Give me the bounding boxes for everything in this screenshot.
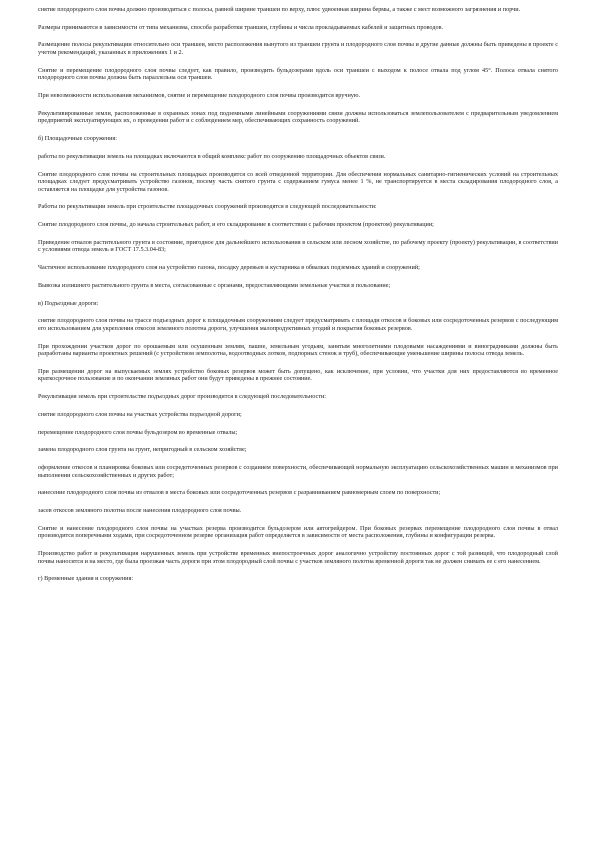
paragraph-dimensions: Размеры принимаются в зависимости от типа механизма, способа разработки траншеи, глубины и числа прокладываемых кабелей и защитных проводов. — [38, 23, 444, 31]
paragraph-site-works: работы по рекультивации земель на площадках включаются в общий комплекс работ по сооружению площадочных объектов связи. — [38, 152, 386, 160]
paragraph-road-step-application: нанесение плодородного слоя почвы из отвалов в места боковых или сосредоточенных резервов с разравниванием равномерным слоем по поверхности; — [38, 489, 441, 497]
paragraph-protected-zones: Рекультивированные земли, расположенные в охранных зонах под подземными линейными сооружениями связи должны использоваться землепользователем с предварительным уведомлением предприятий эксплуатирующих их, о проведении работ и с соблюдением мер, обеспечивающих сохранность сооружений. — [38, 109, 558, 125]
section-heading-access-roads: в) Подъездные дороги: — [38, 299, 99, 307]
paragraph-site-step-restoration: Приведение отвалов растительного грунта в состояние, пригодное для дальнейшего использования в сельском или лесном хозяйстве, по рабочему проекту (проекту) рекультивации, в соответствии с условиями отвода земель и ГОСТ 17.5.3.04-83; — [38, 238, 558, 254]
paragraph-manual-removal: При невозможности использования механизмов, снятие и перемещение плодородного слоя почвы производится вручную. — [38, 92, 361, 100]
paragraph-site-removal: Снятие плодородного слоя почвы на строительных площадках производится со всей отведенной территории. Для обеспечения нормальных санитарно-гигиенических условий на строительных площадках следует предусматривать устройство газонов, посему часть снятого грунта с содержанием гумуса менее 1 %, не транспортируется в места складирования плодородного слоя, а оставляется на площадке для устройства газонов. — [38, 170, 558, 193]
section-heading-site-structures: б) Площадочные сооружения: — [38, 135, 117, 143]
paragraph-site-step-export: Вывозка излишнего растительного грунта в места, согласованные с органами, предоставляющими земельные участки в пользование; — [38, 281, 391, 289]
paragraph-road-step-replacement: замена плодородного слоя грунта на грунт, непригодный в сельском хозяйстве; — [38, 446, 247, 454]
paragraph-temporary-roads: Производство работ и рекультивация нарушенных земель при устройстве временных внепостроечных дорог аналогично устройству постоянных дорог с той разницей, что плодородный слой почвы наносится и на место, где была проезжая часть дороги при этом плодородный слой почвы с участков земляного полотна временной дороги так не должен снимать ее с его нанесением. — [38, 550, 558, 565]
paragraph-road-step-moving: перемещение плодородного слоя почвы бульдозером во временные отвалы; — [38, 428, 238, 436]
paragraph-site-step-lawn: Частичное использование плодородного слоя на устройство газона, посадку деревьев и кустарника в обвалках подземных зданий и сооружений; — [38, 264, 420, 272]
paragraph-reserve-works: Снятие и нанесение плодородного слоя почвы на участках резерва производится бульдозером или автогрейдером. При боковых резервах перемещение плодородного слоя почвы в отвал производится поперечными ходами, при сосредоточенном резерве организация работ определяется в зависимости от места расположения, глубины и конфигурации резерва. — [38, 524, 558, 540]
paragraph-road-irrigated-land: При прохождении участков дорог по орошаемым или осушенным землям, пашне, земельным угодьям, занятым многолетними плодовыми насаждениями и виноградниками должны быть разработаны варианты проектных решений (с устройством земполотна, водоотводных лотков, подпорных стенок и труб), обеспечивающие уменьшение ширины полосы отвода земель. — [38, 342, 558, 358]
paragraph-removal-bulldozer: Снятие и перемещение плодородного слоя почвы следует, как правило, производить бульдозерами вдоль оси траншеи с выходом к полосе отвала под углом 45°. Полоса отвала снятого плодородного слоя почвы должна быть параллельна оси траншеи. — [38, 66, 558, 82]
paragraph-road-reserves: При размещении дорог на выпускаемых землях устройство боковых резервов может быть допущено, как исключение, при условии, что участки для них предоставляются во временное краткосрочное пользование и по окончании земляных работ они будут приведены в прежнее состояние. — [38, 367, 558, 383]
paragraph-road-step-slopes: оформление откосов и планировка боковых или сосредоточенных резервов с созданием поверхности, обеспечивающей нормальную эксплуатацию сельскохозяйственных машин и механизмов при выполнении сельскохозяйственных и других работ; — [38, 464, 558, 479]
paragraph-road-step-seeding: засев откосов земляного полотна после нанесения плодородного слоя почвы. — [38, 507, 242, 515]
paragraph-road-step-removal: снятие плодородного слоя почвы на участках устройства подъездной дороги; — [38, 410, 242, 418]
paragraph-road-sequence-intro: Рекультивация земель при строительстве подъездных дорог производится в следующей последовательности: — [38, 393, 326, 401]
paragraph-site-step-removal: Снятие плодородного слоя почвы, до начала строительных работ, и его складирование в соответствии с рабочим проектом (проектом) рекультивации; — [38, 221, 434, 229]
paragraph-strip-width: снятие плодородного слоя почвы должно производиться с полосы, равной ширине траншеи по верху, плюс удвоенная ширина бермы, а также с мест возможного загрязнения и порчи. — [38, 6, 521, 13]
paragraph-strip-placement: Размещение полосы рекультивации относительно оси траншеи, место расположения вынутого из траншеи грунта и плодородного слоя почвы и другие данные должны быть приведены в проекте с учетом рекомендаций, указанных в приложениях 1 и 2. — [38, 41, 558, 57]
section-heading-temporary-buildings: г) Временные здания и сооружения: — [38, 575, 134, 583]
paragraph-road-removal: снятие плодородного слоя почвы на трассе подъездных дорог к площадочным сооружениям следует предусматривать с площади откосов и боковых или сосредоточенных резервов с последующим его использованием для укрепления откосов земляного полотна дороги, улучшения малопродуктивных угодий и покрытия боковых резервов. — [38, 317, 558, 332]
paragraph-site-sequence-intro: Работы по рекультивации земель при строительстве площадочных сооружений производятся в следующей последовательности: — [38, 203, 377, 211]
document-page — [38, 6, 558, 583]
